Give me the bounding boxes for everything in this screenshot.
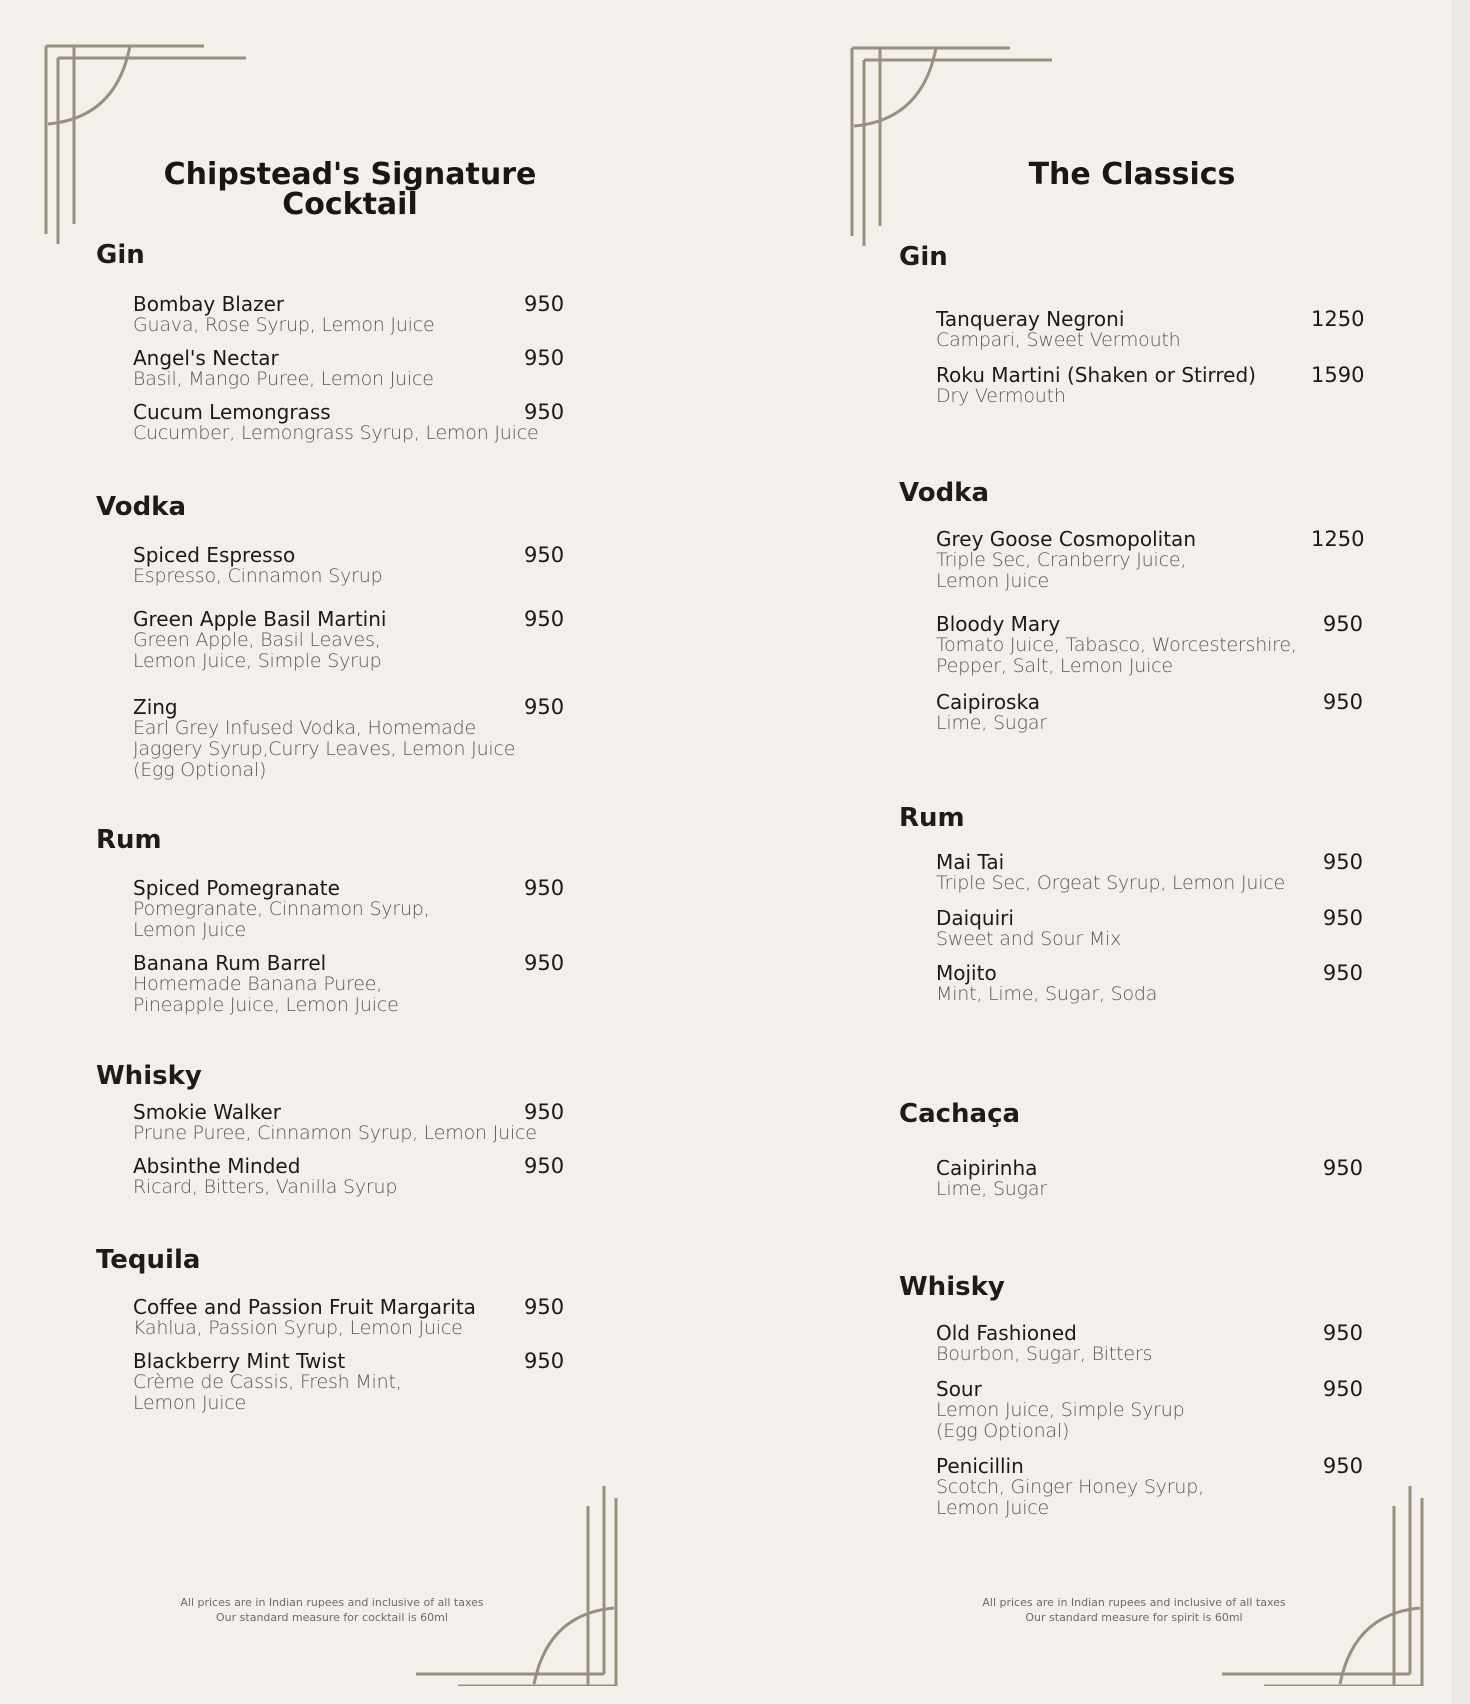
section-heading: Whisky <box>96 1061 202 1091</box>
item-description-line: Pineapple Juice, Lemon Juice <box>133 994 399 1016</box>
title-line-2: Cocktail <box>282 187 418 222</box>
item-name: Smokie Walker <box>133 1100 281 1124</box>
item-price: 950 <box>524 543 565 567</box>
classics-page <box>802 0 1454 1704</box>
item-price: 950 <box>524 400 565 424</box>
section-gin <box>899 242 1379 412</box>
item-price: 1250 <box>1311 527 1365 551</box>
item-name: Caipiroska <box>936 690 1040 714</box>
section-heading: Gin <box>899 242 948 272</box>
menu-item <box>936 1379 1184 1442</box>
section-heading: Rum <box>899 803 965 833</box>
menu-item <box>133 294 435 336</box>
menu-item <box>936 1456 1204 1519</box>
section-heading: Cachaça <box>899 1099 1021 1129</box>
item-price: 1250 <box>1311 307 1365 331</box>
item-description: Sweet and Sour Mix <box>936 928 1122 950</box>
footer-line-1: All prices are in Indian rupees and inclusive of all taxes <box>982 1596 1286 1609</box>
item-name: Banana Rum Barrel <box>133 951 327 975</box>
corner-ornament-top-left <box>850 46 1060 246</box>
item-name: Mai Tai <box>936 850 1005 874</box>
section-whisky <box>899 1272 1379 1532</box>
page-title <box>150 157 550 222</box>
item-name: Angel's Nectar <box>133 346 279 370</box>
menu-item <box>936 963 1157 1005</box>
menu-item <box>936 529 1196 592</box>
item-price: 1590 <box>1311 363 1365 387</box>
item-name: Absinthe Minded <box>133 1154 301 1178</box>
corner-ornament-bottom-right <box>414 1486 620 1686</box>
item-description: Espresso, Cinnamon Syrup <box>133 565 383 587</box>
item-price: 950 <box>524 695 565 719</box>
section-rum <box>96 825 576 1025</box>
item-name: Bloody Mary <box>936 612 1061 636</box>
menu-item <box>936 908 1121 950</box>
item-price: 950 <box>1322 850 1363 874</box>
item-description-line: Pomegranate, Cinnamon Syrup, <box>133 898 430 920</box>
item-name: Zing <box>133 695 178 719</box>
menu-item <box>133 878 430 941</box>
item-price: 950 <box>524 951 565 975</box>
menu-item <box>133 545 382 587</box>
item-price: 950 <box>524 607 565 631</box>
item-description-line: Lemon Juice, Simple Syrup <box>133 650 382 672</box>
item-name: Penicillin <box>936 1454 1024 1478</box>
item-name: Old Fashioned <box>936 1321 1077 1345</box>
item-description: Mint, Lime, Sugar, Soda <box>936 983 1158 1005</box>
section-rum <box>899 803 1379 1013</box>
item-description: Bourbon, Sugar, Bitters <box>936 1343 1153 1365</box>
section-vodka <box>96 492 576 792</box>
item-price: 950 <box>524 1295 565 1319</box>
menu-item <box>133 1156 397 1198</box>
item-description-line: Homemade Banana Puree, <box>133 973 383 995</box>
item-name: Daiquiri <box>936 906 1014 930</box>
item-description-line: Lemon Juice, Simple Syrup <box>936 1399 1185 1421</box>
section-heading: Gin <box>96 240 145 270</box>
page-divider <box>1452 0 1470 1704</box>
item-price: 950 <box>524 346 565 370</box>
item-description: Dry Vermouth <box>936 385 1066 407</box>
footer-note <box>954 1595 1314 1625</box>
item-description: Cucumber, Lemongrass Syrup, Lemon Juice <box>133 422 539 444</box>
item-description: Lime, Sugar <box>936 1178 1047 1200</box>
section-whisky <box>96 1061 576 1211</box>
section-heading: Vodka <box>96 492 187 522</box>
item-description-line: Lemon Juice <box>936 570 1050 592</box>
item-description: Triple Sec, Orgeat Syrup, Lemon Juice <box>936 872 1286 894</box>
menu-item <box>133 1297 476 1339</box>
item-description: Prune Puree, Cinnamon Syrup, Lemon Juice <box>133 1122 537 1144</box>
section-cachaca <box>899 1099 1379 1209</box>
item-price: 950 <box>1322 612 1363 636</box>
item-description-line: Lemon Juice <box>133 1392 247 1414</box>
section-heading: Whisky <box>899 1272 1005 1302</box>
title-line-1: Chipstead's Signature <box>163 157 537 192</box>
item-name: Bombay Blazer <box>133 292 285 316</box>
menu-item <box>936 309 1181 351</box>
section-tequila <box>96 1245 576 1425</box>
page-title: The Classics <box>1028 157 1236 192</box>
menu-item <box>133 697 515 781</box>
item-price: 950 <box>524 1154 565 1178</box>
item-description: Ricard, Bitters, Vanilla Syrup <box>133 1176 398 1198</box>
item-name: Roku Martini (Shaken or Stirred) <box>936 363 1256 387</box>
item-name: Sour <box>936 1377 982 1401</box>
item-name: Spiced Espresso <box>133 543 296 567</box>
menu-item <box>936 692 1047 734</box>
section-vodka <box>899 478 1379 738</box>
item-price: 950 <box>1322 1377 1363 1401</box>
item-description: Lime, Sugar <box>936 712 1047 734</box>
item-description: Guava, Rose Syrup, Lemon Juice <box>133 314 435 336</box>
item-price: 950 <box>1322 1454 1363 1478</box>
menu-item <box>936 614 1297 677</box>
item-name: Mojito <box>936 961 997 985</box>
item-description-line: Lemon Juice <box>936 1497 1050 1519</box>
menu-item <box>936 852 1285 894</box>
item-price: 950 <box>1322 1321 1363 1345</box>
item-price: 950 <box>1322 1156 1363 1180</box>
item-name: Caipirinha <box>936 1156 1038 1180</box>
menu-item <box>133 953 399 1016</box>
menu-item <box>133 1351 402 1414</box>
footer-line-2: Our standard measure for cocktail is 60ml <box>216 1611 448 1624</box>
menu-item <box>936 1158 1047 1200</box>
menu-item <box>133 609 386 672</box>
footer-note <box>152 1595 512 1625</box>
item-description-line: Earl Grey Infused Vodka, Homemade <box>133 717 476 739</box>
item-description-line: Tomato Juice, Tabasco, Worcestershire, <box>936 634 1297 656</box>
item-name: Grey Goose Cosmopolitan <box>936 527 1196 551</box>
item-price: 950 <box>1322 690 1363 714</box>
item-price: 950 <box>524 1100 565 1124</box>
item-name: Coffee and Passion Fruit Margarita <box>133 1295 476 1319</box>
item-description-line: (Egg Optional) <box>133 759 267 781</box>
item-description-line: Jaggery Syrup,Curry Leaves, Lemon Juice <box>133 738 516 760</box>
footer-line-1: All prices are in Indian rupees and inclusive of all taxes <box>180 1596 484 1609</box>
item-description-line: (Egg Optional) <box>936 1420 1070 1442</box>
menu-item <box>936 1323 1152 1365</box>
menu-item <box>133 348 434 390</box>
item-description-line: Lemon Juice <box>133 919 247 941</box>
item-description-line: Scotch, Ginger Honey Syrup, <box>936 1476 1204 1498</box>
section-heading: Rum <box>96 825 162 855</box>
item-name: Green Apple Basil Martini <box>133 607 387 631</box>
item-description-line: Green Apple, Basil Leaves, <box>133 629 381 651</box>
item-price: 950 <box>524 876 565 900</box>
section-gin <box>96 240 576 444</box>
menu-item <box>133 1102 537 1144</box>
item-price: 950 <box>524 1349 565 1373</box>
menu-item <box>133 402 538 444</box>
section-heading: Vodka <box>899 478 990 508</box>
section-heading: Tequila <box>96 1245 201 1275</box>
footer-line-2: Our standard measure for spirit is 60ml <box>1025 1611 1243 1624</box>
item-description: Campari, Sweet Vermouth <box>936 329 1181 351</box>
item-description-line: Triple Sec, Cranberry Juice, <box>936 549 1187 571</box>
item-description-line: Crème de Cassis, Fresh Mint, <box>133 1371 402 1393</box>
item-price: 950 <box>1322 961 1363 985</box>
menu-item <box>936 365 1256 407</box>
item-description-line: Pepper, Salt, Lemon Juice <box>936 655 1173 677</box>
item-price: 950 <box>1322 906 1363 930</box>
item-description: Basil, Mango Puree, Lemon Juice <box>133 368 434 390</box>
item-name: Tanqueray Negroni <box>936 307 1125 331</box>
item-name: Blackberry Mint Twist <box>133 1349 346 1373</box>
item-name: Cucum Lemongrass <box>133 400 331 424</box>
item-name: Spiced Pomegranate <box>133 876 340 900</box>
item-description: Kahlua, Passion Syrup, Lemon Juice <box>133 1317 463 1339</box>
item-price: 950 <box>524 292 565 316</box>
